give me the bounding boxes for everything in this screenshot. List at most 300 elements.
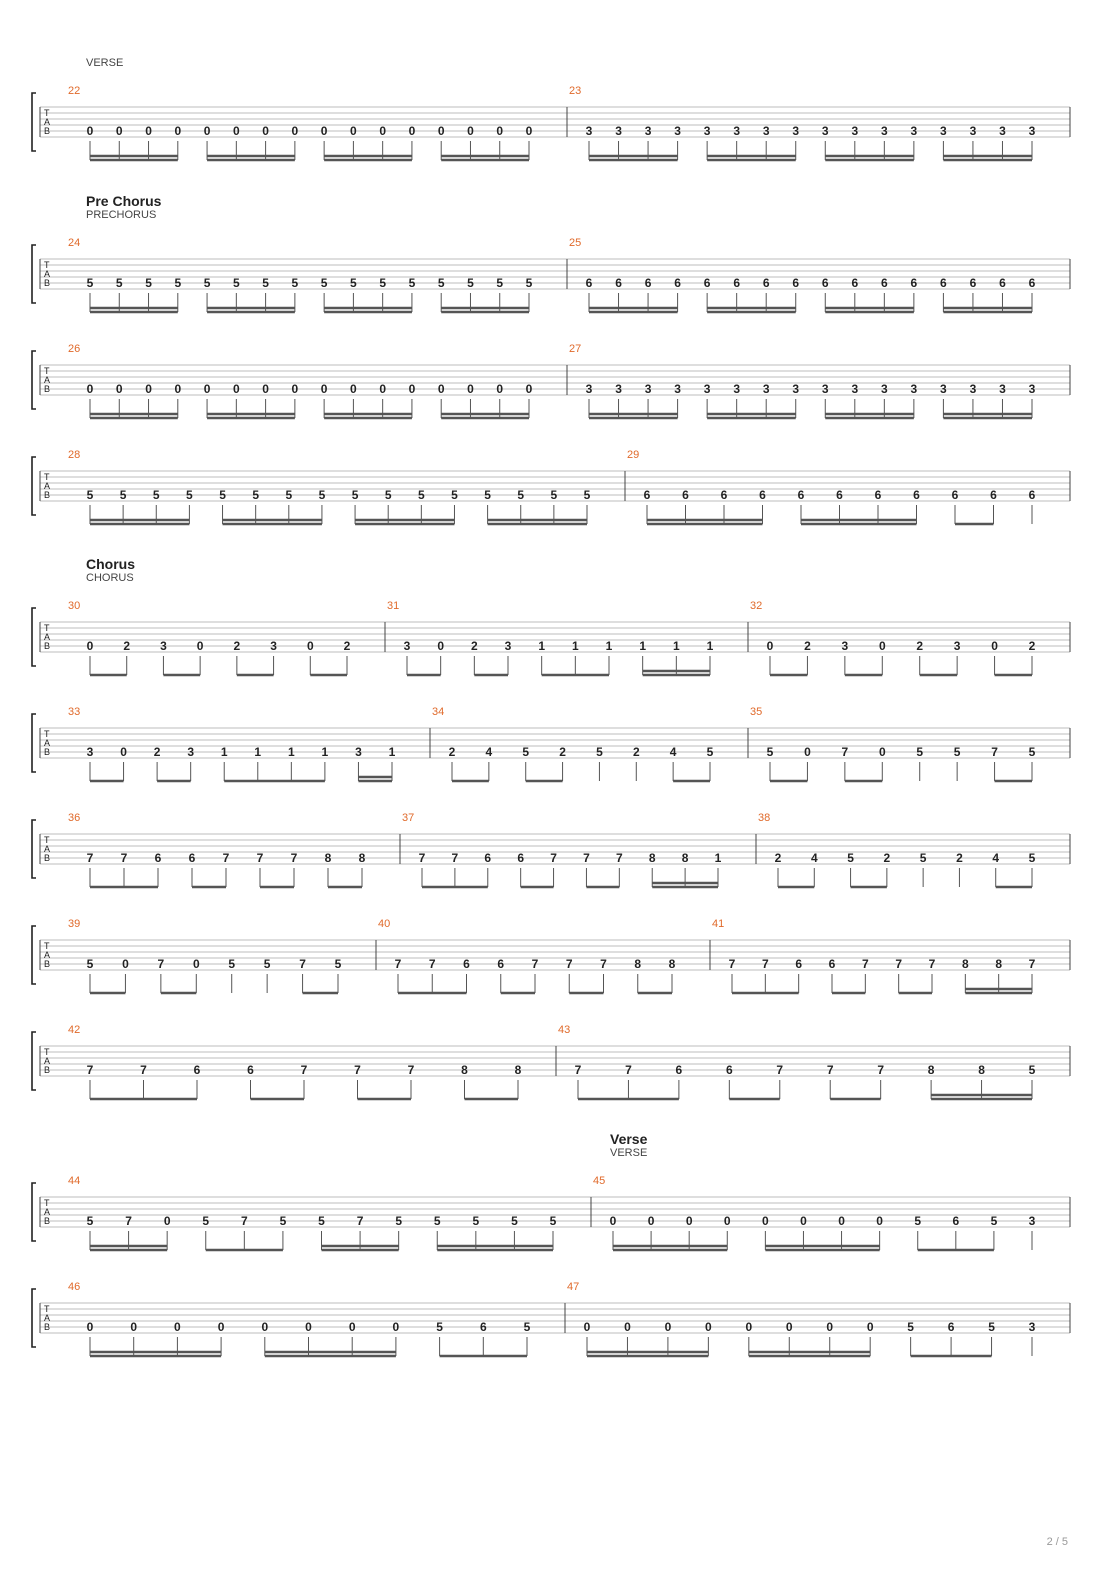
fret-number: 0: [705, 1320, 712, 1334]
tab-clef-letter: A: [44, 738, 51, 748]
fret-number: 6: [733, 276, 741, 290]
fret-number: 3: [940, 124, 947, 138]
bar-number: 27: [569, 343, 582, 355]
fret-number: 7: [120, 851, 128, 865]
fret-number: 5: [86, 276, 94, 290]
fret-number: 3: [1028, 382, 1036, 396]
fret-number: 6: [951, 488, 959, 502]
bar-number: 34: [432, 706, 445, 718]
fret-number: 5: [522, 745, 530, 759]
tab-clef-letter: B: [44, 959, 51, 969]
fret-number: 6: [910, 276, 918, 290]
fret-number: 8: [978, 1063, 985, 1077]
fret-number: 7: [877, 1063, 885, 1077]
fret-number: 3: [733, 382, 741, 396]
fret-number: 0: [804, 745, 811, 759]
fret-number: 1: [706, 639, 714, 653]
bar-number: 31: [387, 600, 400, 612]
fret-number: 3: [585, 124, 593, 138]
fret-number: 7: [157, 957, 165, 971]
fret-number: 5: [262, 276, 269, 290]
tab-clef-letter: B: [44, 278, 51, 288]
fret-number: 6: [188, 851, 196, 865]
bar-number: 26: [68, 343, 81, 355]
fret-number: 0: [408, 124, 416, 138]
bar-number: 37: [402, 812, 415, 824]
tab-clef-letter: B: [44, 490, 51, 500]
fret-number: 6: [154, 851, 162, 865]
fret-number: 3: [86, 745, 94, 759]
fret-number: 3: [880, 382, 888, 396]
tab-clef-letter: A: [44, 375, 51, 385]
fret-number: 6: [682, 488, 689, 502]
system-bracket: [32, 608, 36, 666]
system-bracket: [32, 1289, 36, 1347]
section-title: Pre Chorus: [86, 193, 162, 209]
fret-number: 4: [485, 745, 493, 759]
fret-number: 5: [437, 276, 445, 290]
fret-number: 0: [86, 124, 94, 138]
section-marker: CHORUS: [86, 572, 134, 584]
fret-number: 5: [766, 745, 774, 759]
system-bracket: [32, 351, 36, 409]
fret-number: 6: [674, 276, 681, 290]
fret-number: 7: [1028, 957, 1036, 971]
fret-number: 3: [615, 382, 622, 396]
fret-number: 7: [451, 851, 459, 865]
fret-number: 6: [821, 276, 829, 290]
fret-number: 7: [290, 851, 298, 865]
fret-number: 5: [549, 1214, 557, 1228]
bar-number: 29: [627, 449, 640, 461]
bar-number: 46: [68, 1281, 81, 1293]
fret-number: 0: [496, 382, 504, 396]
fret-number: 6: [836, 488, 843, 502]
fret-number: 5: [350, 276, 357, 290]
fret-number: 7: [761, 957, 769, 971]
fret-number: 5: [907, 1320, 914, 1334]
fret-number: 7: [531, 957, 539, 971]
fret-number: 6: [947, 1320, 955, 1334]
fret-number: 5: [408, 276, 416, 290]
fret-number: 3: [1028, 1320, 1036, 1334]
fret-number: 0: [145, 124, 152, 138]
fret-number: 5: [706, 745, 714, 759]
fret-number: 6: [193, 1063, 201, 1077]
tab-clef-letter: A: [44, 117, 51, 127]
fret-number: 6: [644, 276, 652, 290]
tab-clef-letter: T: [44, 623, 50, 633]
bar-number: 41: [712, 918, 725, 930]
fret-number: 7: [300, 1063, 308, 1077]
fret-number: 3: [674, 124, 681, 138]
fret-number: 0: [115, 124, 123, 138]
fret-number: 0: [86, 382, 94, 396]
fret-number: 7: [407, 1063, 415, 1077]
fret-number: 6: [703, 276, 711, 290]
tab-clef-letter: T: [44, 472, 50, 482]
fret-number: 6: [675, 1063, 683, 1077]
tab-clef-letter: B: [44, 1322, 51, 1332]
fret-number: 5: [285, 488, 293, 502]
fret-number: 5: [1028, 1063, 1036, 1077]
fret-number: 8: [358, 851, 366, 865]
fret-number: 8: [995, 957, 1003, 971]
fret-number: 3: [644, 124, 652, 138]
fret-number: 0: [785, 1320, 793, 1334]
fret-number: 5: [351, 488, 359, 502]
fret-number: 2: [632, 745, 640, 759]
fret-number: 5: [1028, 851, 1036, 865]
fret-number: 5: [86, 1214, 94, 1228]
fret-number: 0: [163, 1214, 171, 1228]
fret-number: 3: [851, 382, 859, 396]
fret-number: 0: [192, 957, 200, 971]
tab-clef-letter: A: [44, 1056, 51, 1066]
fret-number: 6: [247, 1063, 254, 1077]
fret-number: 5: [484, 488, 491, 502]
fret-number: 3: [821, 382, 829, 396]
fret-number: 3: [585, 382, 593, 396]
fret-number: 3: [644, 382, 652, 396]
fret-number: 3: [841, 639, 849, 653]
fret-number: 6: [1028, 276, 1036, 290]
tab-clef-letter: T: [44, 941, 50, 951]
fret-number: 0: [174, 382, 182, 396]
system-bracket: [32, 820, 36, 878]
fret-number: 5: [232, 276, 240, 290]
fret-number: 6: [952, 1214, 960, 1228]
fret-number: 3: [821, 124, 829, 138]
fret-number: 7: [222, 851, 230, 865]
fret-number: 1: [254, 745, 262, 759]
fret-number: 6: [484, 851, 492, 865]
fret-number: 1: [714, 851, 722, 865]
fret-number: 6: [913, 488, 920, 502]
fret-number: 0: [262, 382, 269, 396]
fret-number: 0: [437, 382, 445, 396]
fret-number: 0: [766, 639, 774, 653]
fret-number: 7: [418, 851, 426, 865]
fret-number: 5: [511, 1214, 518, 1228]
page-number: 2 / 5: [1046, 1536, 1068, 1548]
fret-number: 0: [306, 639, 314, 653]
fret-number: 2: [956, 851, 963, 865]
fret-number: 5: [384, 488, 392, 502]
fret-number: 3: [703, 382, 711, 396]
fret-number: 7: [583, 851, 590, 865]
fret-number: 2: [883, 851, 891, 865]
fret-number: 0: [609, 1214, 617, 1228]
bar-number: 47: [567, 1281, 580, 1293]
fret-number: 3: [969, 382, 977, 396]
fret-number: 3: [615, 124, 622, 138]
bar-number: 45: [593, 1175, 606, 1187]
fret-number: 0: [291, 124, 299, 138]
fret-number: 5: [334, 957, 342, 971]
fret-number: 5: [550, 488, 558, 502]
fret-number: 0: [217, 1320, 225, 1334]
fret-number: 0: [174, 124, 182, 138]
fret-number: 3: [703, 124, 711, 138]
fret-number: 6: [463, 957, 470, 971]
fret-number: 1: [388, 745, 396, 759]
system-bracket: [32, 1183, 36, 1241]
fret-number: 6: [990, 488, 997, 502]
tab-clef-letter: B: [44, 641, 51, 651]
fret-number: 5: [916, 745, 924, 759]
fret-number: 8: [961, 957, 969, 971]
bar-number: 24: [68, 237, 81, 249]
fret-number: 0: [122, 957, 129, 971]
section-marker: VERSE: [86, 57, 124, 69]
tab-clef-letter: T: [44, 729, 50, 739]
fret-number: 5: [152, 488, 160, 502]
fret-number: 0: [392, 1320, 400, 1334]
fret-number: 1: [571, 639, 579, 653]
fret-number: 0: [525, 124, 533, 138]
tab-clef-letter: B: [44, 1065, 51, 1075]
fret-number: 5: [953, 745, 961, 759]
fret-number: 6: [999, 276, 1006, 290]
fret-number: 6: [940, 276, 947, 290]
fret-number: 1: [287, 745, 295, 759]
fret-number: 5: [119, 488, 127, 502]
fret-number: 1: [220, 745, 228, 759]
fret-number: 7: [428, 957, 436, 971]
fret-number: 7: [600, 957, 607, 971]
fret-number: 0: [437, 124, 445, 138]
fret-number: 0: [437, 639, 445, 653]
fret-number: 6: [795, 957, 803, 971]
fret-number: 0: [291, 382, 299, 396]
fret-number: 0: [130, 1320, 138, 1334]
section-title: Verse: [610, 1131, 648, 1147]
fret-number: 4: [669, 745, 677, 759]
fret-number: 0: [467, 382, 474, 396]
fret-number: 0: [826, 1320, 834, 1334]
tab-clef-letter: A: [44, 269, 51, 279]
fret-number: 1: [538, 639, 546, 653]
fret-number: 6: [725, 1063, 733, 1077]
fret-number: 0: [350, 124, 357, 138]
fret-number: 1: [605, 639, 613, 653]
system-bracket: [32, 926, 36, 984]
fret-number: 0: [800, 1214, 807, 1228]
fret-number: 5: [523, 1320, 531, 1334]
fret-number: 2: [233, 639, 241, 653]
fret-number: 5: [318, 488, 326, 502]
fret-number: 0: [120, 745, 127, 759]
fret-number: 0: [174, 1320, 181, 1334]
fret-number: 7: [550, 851, 557, 865]
fret-number: 2: [123, 639, 131, 653]
fret-number: 6: [517, 851, 525, 865]
fret-number: 7: [826, 1063, 834, 1077]
fret-number: 6: [851, 276, 859, 290]
fret-number: 6: [880, 276, 888, 290]
fret-number: 0: [379, 382, 387, 396]
bar-number: 36: [68, 812, 81, 824]
fret-number: 6: [643, 488, 651, 502]
fret-number: 6: [479, 1320, 487, 1334]
fret-number: 3: [851, 124, 859, 138]
fret-number: 0: [203, 124, 211, 138]
section-marker: VERSE: [610, 1147, 648, 1159]
fret-number: 4: [810, 851, 818, 865]
fret-number: 6: [828, 957, 836, 971]
fret-number: 5: [320, 276, 328, 290]
tab-clef-letter: A: [44, 1207, 51, 1217]
fret-number: 0: [145, 382, 152, 396]
fret-number: 5: [263, 957, 271, 971]
fret-number: 2: [343, 639, 351, 653]
fret-number: 3: [160, 639, 167, 653]
fret-number: 3: [792, 124, 800, 138]
fret-number: 5: [186, 488, 193, 502]
fret-number: 8: [681, 851, 689, 865]
tab-clef-letter: B: [44, 853, 51, 863]
fret-number: 5: [86, 957, 94, 971]
fret-number: 0: [320, 124, 328, 138]
tab-clef-letter: B: [44, 384, 51, 394]
fret-number: 8: [634, 957, 642, 971]
tab-clef-letter: T: [44, 108, 50, 118]
fret-number: 5: [914, 1214, 922, 1228]
fret-number: 5: [228, 957, 236, 971]
bar-number: 35: [750, 706, 763, 718]
fret-number: 0: [876, 1214, 883, 1228]
bar-number: 22: [68, 85, 81, 97]
fret-number: 3: [403, 639, 411, 653]
fret-number: 5: [115, 276, 123, 290]
fret-number: 5: [203, 276, 211, 290]
fret-number: 0: [350, 382, 357, 396]
fret-number: 0: [624, 1320, 631, 1334]
fret-number: 3: [1028, 1214, 1036, 1228]
tab-clef-letter: T: [44, 366, 50, 376]
fret-number: 3: [270, 639, 277, 653]
bar-number: 23: [569, 85, 582, 97]
fret-number: 5: [279, 1214, 287, 1228]
fret-number: 0: [261, 1320, 269, 1334]
fret-number: 3: [999, 382, 1006, 396]
fret-number: 0: [232, 382, 240, 396]
fret-number: 0: [86, 1320, 94, 1334]
fret-number: 5: [990, 1214, 998, 1228]
fret-number: 7: [394, 957, 402, 971]
fret-number: 0: [379, 124, 387, 138]
fret-number: 2: [559, 745, 566, 759]
fret-number: 3: [880, 124, 888, 138]
fret-number: 7: [574, 1063, 582, 1077]
fret-number: 3: [355, 745, 362, 759]
fret-number: 0: [583, 1320, 591, 1334]
bar-number: 32: [750, 600, 763, 612]
fret-number: 2: [448, 745, 456, 759]
fret-number: 3: [792, 382, 800, 396]
fret-number: 5: [467, 276, 474, 290]
fret-number: 5: [517, 488, 525, 502]
fret-number: 8: [648, 851, 656, 865]
fret-number: 3: [910, 382, 918, 396]
fret-number: 0: [196, 639, 204, 653]
fret-number: 7: [354, 1063, 361, 1077]
tab-clef-letter: T: [44, 1304, 50, 1314]
fret-number: 6: [797, 488, 805, 502]
bar-number: 42: [68, 1024, 81, 1036]
fret-number: 3: [969, 124, 977, 138]
tab-clef-letter: T: [44, 835, 50, 845]
fret-number: 7: [841, 745, 849, 759]
fret-number: 3: [910, 124, 918, 138]
fret-number: 0: [745, 1320, 753, 1334]
bar-number: 44: [68, 1175, 81, 1187]
fret-number: 6: [615, 276, 622, 290]
fret-number: 0: [525, 382, 533, 396]
system-bracket: [32, 93, 36, 151]
fret-number: 7: [299, 957, 306, 971]
fret-number: 6: [1028, 488, 1036, 502]
fret-number: 7: [895, 957, 903, 971]
fret-number: 0: [262, 124, 269, 138]
fret-number: 2: [153, 745, 161, 759]
fret-number: 5: [988, 1320, 995, 1334]
fret-number: 0: [496, 124, 504, 138]
fret-number: 5: [291, 276, 299, 290]
fret-number: 3: [504, 639, 512, 653]
system-bracket: [32, 245, 36, 303]
fret-number: 0: [467, 124, 474, 138]
fret-number: 5: [417, 488, 425, 502]
fret-number: 4: [992, 851, 1000, 865]
fret-number: 0: [348, 1320, 356, 1334]
fret-number: 3: [762, 124, 770, 138]
fret-number: 2: [774, 851, 782, 865]
fret-number: 3: [733, 124, 741, 138]
fret-number: 5: [395, 1214, 403, 1228]
tab-clef-letter: T: [44, 1198, 50, 1208]
bar-number: 30: [68, 600, 81, 612]
section-marker: PRECHORUS: [86, 209, 157, 221]
fret-number: 7: [776, 1063, 784, 1077]
fret-number: 5: [318, 1214, 325, 1228]
fret-number: 2: [470, 639, 478, 653]
tab-clef-letter: A: [44, 481, 51, 491]
tab-clef-letter: T: [44, 1047, 50, 1057]
fret-number: 6: [762, 276, 770, 290]
fret-number: 5: [919, 851, 927, 865]
fret-number: 8: [514, 1063, 522, 1077]
fret-number: 5: [1028, 745, 1036, 759]
fret-number: 5: [596, 745, 603, 759]
tab-clef-letter: T: [44, 260, 50, 270]
fret-number: 3: [187, 745, 195, 759]
fret-number: 7: [928, 957, 936, 971]
fret-number: 2: [916, 639, 924, 653]
fret-number: 8: [668, 957, 676, 971]
system-bracket: [32, 457, 36, 515]
fret-number: 0: [320, 382, 328, 396]
fret-number: 7: [86, 851, 94, 865]
fret-number: 6: [585, 276, 593, 290]
fret-number: 6: [969, 276, 977, 290]
fret-number: 0: [878, 639, 886, 653]
bar-number: 43: [558, 1024, 571, 1036]
fret-number: 0: [878, 745, 886, 759]
fret-number: 5: [145, 276, 152, 290]
fret-number: 8: [461, 1063, 468, 1077]
